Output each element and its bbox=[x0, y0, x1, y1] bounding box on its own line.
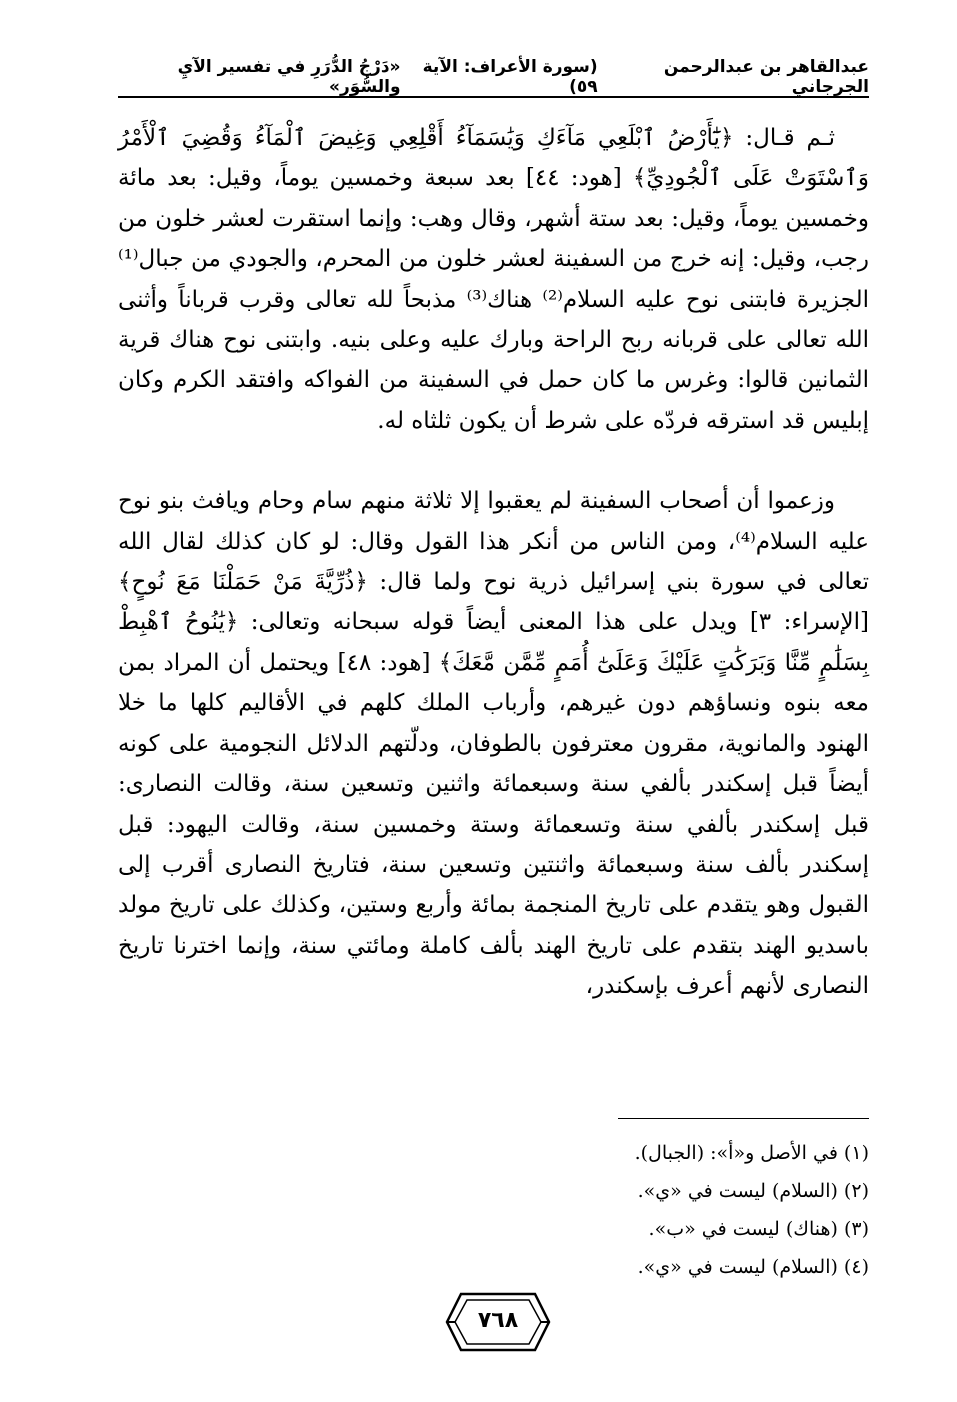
header-author: عبدالقاهر بن عبدالرحمن الجرجاني bbox=[663, 57, 869, 97]
footnote-4: (٤) (السلام) ليست في «ي». bbox=[637, 1256, 869, 1278]
header-book-title: «دَرْجُ الدُّرَرِ في تفسير الآيِ والسُّوَر» bbox=[177, 57, 401, 97]
paragraph-2: وزعموا أن أصحاب السفينة لم يعقبوا إلا ثلاثة منهم سام وحام ويافث بنو نوح عليه السلام⁽⁴⁾، ومن الناس من أنكر هذا القول وقال: لو كان كذلك لقال الله تعالى في سورة بني إسرائيل ذرية نوح ولما قال: ﴿ذُرِّيَّةَ مَنْ حَمَلْنَا مَعَ نُوحٍ﴾ [الإسراء: ٣] ويدل على هذا المعنى أيضاً قوله سبحانه وتعالى: ﴿يَٰنُوحُ ٱهْبِطْ بِسَلَٰمٍ مِّنَّا وَبَرَكَٰتٍ عَلَيْكَ وَعَلَىٰٓ أُمَمٍ مِّمَّن مَّعَكَ﴾ [هود: ٤٨] ويحتمل أن المراد بمن معه بنوه ونساؤهم دون غيرهم، وأرباب الملك كلهم في الأقاليم كلها ما خلا الهنود والمانوية، مقرون معترفون بالطوفان، ودلّتهم الدلائل النجومية على كونه أيضاً قبل إسكندر بألفي سنة وسبعمائة واثنين وتسعين سنة، وقالت النصارى: قبل إسكندر بألفي سنة وتسعمائة وستة وخمسين سنة، وقالت اليهود: قبل إسكندر بألف سنة وسبعمائة واثنتين وتسعين سنة، فتاريخ النصارى أقرب إلى القبول وهو يتقدم على تاريخ المنجمة بمائة وأربع وستين، وكذلك على تاريخ مولد باسديو الهند بتقدم على تاريخ الهند بألف كاملة ومائتي سنة، وإنما اخترنا تاريخ النصارى لأنهم أعرف بإسكندر، bbox=[118, 488, 870, 1000]
paragraph-1: ثـم قـال: ﴿يَٰٓأَرْضُ ٱبْلَعِي مَآءَكِ وَيَٰسَمَآءُ أَقْلِعِي وَغِيضَ ٱلْمَآءُ وَقُضِيَ ٱلْأَمْرُ وَٱسْتَوَتْ عَلَى ٱلْجُودِيِّ﴾ [هود: ٤٤] بعد سبعة وخمسين يوماً، وقيل: بعد مائة وخمسين يوماً، وقيل: بعد ستة أشهر، وقال وهب: وإنما استقرت لعشر خلون من رجب، وقيل: إنه خرج من السفينة لعشر خلون من المحرم، والجودي من جبال⁽¹⁾ الجزيرة فابتنى نوح عليه السلام⁽²⁾ هناك⁽³⁾ مذبحاً لله تعالى وقرب قرباناً وأثنى الله تعالى على قربانه ربح الراحة وبارك عليه وعلى بنيه. وابتنى نوح هناك قرية الثمانين قالوا: وغرس ما كان حمل في السفينة من الفواكه وافتقد الكرم وكان إبليس قد استرقه فردّه على شرط أن يكون ثلثاه له. bbox=[118, 125, 869, 434]
footnote-2: (٢) (السلام) ليست في «ي». bbox=[637, 1180, 869, 1202]
footnote-1: (١) في الأصل و«أ»: (الجبال). bbox=[634, 1142, 869, 1164]
footnote-3: (٣) (هناك) ليست في «ب». bbox=[648, 1218, 869, 1240]
header-surah-reference: (سورة الأعراف: الآية ٥٩) bbox=[422, 57, 598, 97]
footnote-divider bbox=[618, 1118, 869, 1119]
main-text bbox=[118, 118, 869, 1007]
header-divider bbox=[118, 96, 869, 98]
page-number: ٧٦٨ bbox=[477, 1308, 519, 1333]
running-header bbox=[118, 57, 869, 97]
footnotes bbox=[118, 1134, 869, 1286]
page-number-ornament bbox=[443, 1290, 553, 1354]
